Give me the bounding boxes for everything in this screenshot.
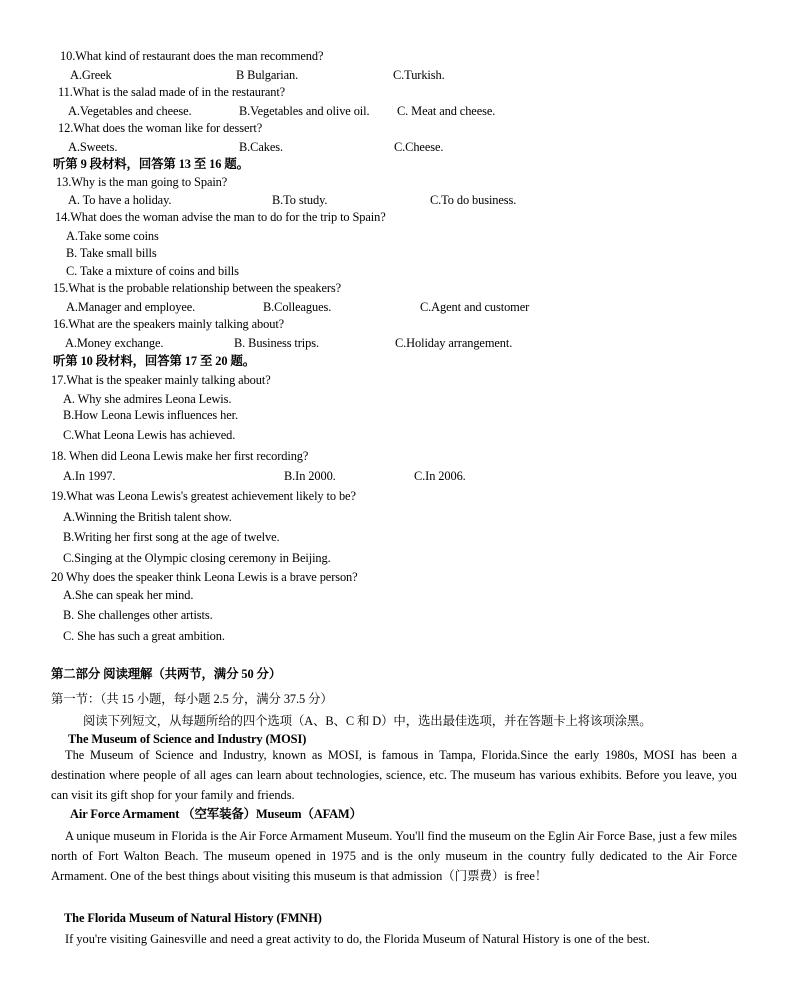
question-16-option-c: C.Holiday arrangement. bbox=[395, 336, 513, 350]
section-10-heading: 听第 10 段材料，回答第 17 至 20 题。 bbox=[53, 354, 256, 368]
question-16-option-a: A.Money exchange. bbox=[65, 336, 164, 350]
question-13-option-a: A. To have a holiday. bbox=[68, 193, 172, 207]
question-13-stem: 13.Why is the man going to Spain? bbox=[56, 175, 228, 189]
question-18-option-c: C.In 2006. bbox=[414, 469, 466, 483]
question-17-option-b: B.How Leona Lewis influences her. bbox=[63, 408, 238, 422]
question-14-option-c: C. Take a mixture of coins and bills bbox=[66, 264, 239, 278]
question-14-stem: 14.What does the woman advise the man to do for the trip to Spain? bbox=[55, 210, 386, 224]
question-17-stem: 17.What is the speaker mainly talking about? bbox=[51, 373, 271, 387]
question-20-option-a: A.She can speak her mind. bbox=[63, 588, 194, 602]
question-15-option-b: B.Colleagues. bbox=[263, 300, 332, 314]
question-15-option-a: A.Manager and employee. bbox=[66, 300, 196, 314]
question-12-option-a: A.Sweets. bbox=[68, 140, 118, 154]
fmnh-heading: The Florida Museum of Natural History (FMNH) bbox=[64, 911, 322, 925]
section-9-heading: 听第 9 段材料，回答第 13 至 16 题。 bbox=[53, 157, 249, 171]
question-19-stem: 19.What was Leona Lewis's greatest achievement likely to be? bbox=[51, 489, 356, 503]
afam-heading: Air Force Armament （空军装备）Museum（AFAM） bbox=[70, 807, 362, 821]
question-12-stem: 12.What does the woman like for dessert? bbox=[58, 121, 263, 135]
question-11-option-a: A.Vegetables and cheese. bbox=[68, 104, 192, 118]
question-14-option-a: A.Take some coins bbox=[66, 229, 159, 243]
question-10-option-c: C.Turkish. bbox=[393, 68, 445, 82]
mosi-paragraph: The Museum of Science and Industry, known as MOSI, is famous in Tampa, Florida.Since the early 1980s, MOSI has been a destination where people of all ages can learn about technologies, science, etc. The museum has various exhibits. Before you leave, you can visit its gift shop for your family and friends. bbox=[51, 748, 737, 803]
part-2-title: 第二部分 阅读理解（共两节，满分 50 分） bbox=[51, 667, 282, 681]
fmnh-paragraph: If you're visiting Gainesville and need a great activity to do, the Florida Museum of Natural History is one of the best. bbox=[65, 932, 650, 946]
question-15-stem: 15.What is the probable relationship between the speakers? bbox=[53, 281, 342, 295]
question-18-stem: 18. When did Leona Lewis make her first recording? bbox=[51, 449, 309, 463]
question-11-option-c: C. Meat and cheese. bbox=[397, 104, 496, 118]
question-10-option-a: A.Greek bbox=[70, 68, 112, 82]
question-17-option-a: A. Why she admires Leona Lewis. bbox=[63, 392, 232, 406]
question-10-option-b: B Bulgarian. bbox=[236, 68, 299, 82]
question-11-option-b: B.Vegetables and olive oil. bbox=[239, 104, 370, 118]
question-14-option-b: B. Take small bills bbox=[66, 246, 157, 260]
question-16-stem: 16.What are the speakers mainly talking about? bbox=[53, 317, 285, 331]
question-19-option-c: C.Singing at the Olympic closing ceremony in Beijing. bbox=[63, 551, 331, 565]
question-19-option-a: A.Winning the British talent show. bbox=[63, 510, 232, 524]
section-1-heading: 第一节：（共 15 小题，每小题 2.5 分，满分 37.5 分） bbox=[51, 692, 333, 706]
question-19-option-b: B.Writing her first song at the age of twelve. bbox=[63, 530, 280, 544]
question-20-option-b: B. She challenges other artists. bbox=[63, 608, 213, 622]
question-11-stem: 11.What is the salad made of in the restaurant? bbox=[58, 85, 286, 99]
question-13-option-c: C.To do business. bbox=[430, 193, 517, 207]
question-15-option-c: C.Agent and customer bbox=[420, 300, 530, 314]
reading-instruction: 阅读下列短文，从每题所给的四个选项（A、B、C 和 D）中，选出最佳选项，并在答题卡上将该项涂黑。 bbox=[83, 714, 652, 728]
question-10-stem: 10.What kind of restaurant does the man recommend? bbox=[60, 49, 324, 63]
question-18-option-a: A.In 1997. bbox=[63, 469, 116, 483]
question-12-option-b: B.Cakes. bbox=[239, 140, 283, 154]
question-12-option-c: C.Cheese. bbox=[394, 140, 444, 154]
question-16-option-b: B. Business trips. bbox=[234, 336, 319, 350]
question-20-stem: 20 Why does the speaker think Leona Lewis is a brave person? bbox=[51, 570, 358, 584]
question-17-option-c: C.What Leona Lewis has achieved. bbox=[63, 428, 236, 442]
question-13-option-b: B.To study. bbox=[272, 193, 328, 207]
question-20-option-c: C. She has such a great ambition. bbox=[63, 629, 225, 643]
mosi-heading: The Museum of Science and Industry (MOSI) bbox=[68, 732, 307, 746]
question-18-option-b: B.In 2000. bbox=[284, 469, 336, 483]
afam-paragraph: A unique museum in Florida is the Air Force Armament Museum. You'll find the museum on the Eglin Air Force Base, just a few miles north of Fort Walton Beach. The museum opened in 1975 and is the only museum in the country fully dedicated to the Air Force Armament. One of the best things about visiting this museum is that admission（门票费）is free！ bbox=[51, 829, 737, 884]
